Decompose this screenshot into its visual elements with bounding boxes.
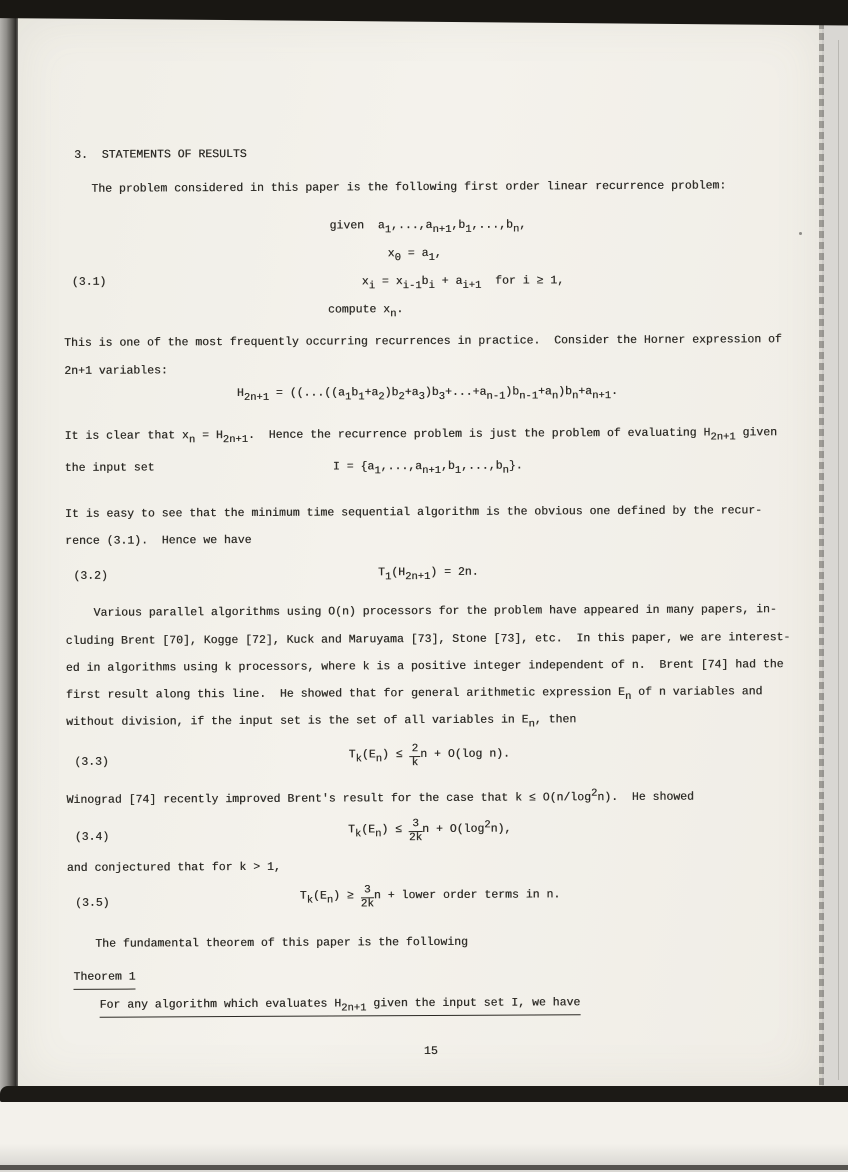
paragraph-line: cluding Brent [70], Kogge [72], Kuck and Maruyama [73], Stone [73], etc. In this paper, we are interest- xyxy=(65,631,791,648)
paragraph-line: rence (3.1). Hence we have xyxy=(65,533,252,548)
paragraph-line: Winograd [74] recently improved Brent's result for the case that $k \le O(n/\log^2n)$. He showed xyxy=(66,787,694,807)
input-set-equation: $I = \{a_1,...,a_{n+1},b_1,...,b_n\}$. xyxy=(332,459,523,478)
page-content xyxy=(62,0,794,1172)
equation-label-3-4: (3.4) xyxy=(74,830,110,844)
scan-outer-line xyxy=(838,40,839,1080)
equation-label-3-3: (3.3) xyxy=(74,755,109,769)
paragraph-line: It is clear that $x_n = H_{2n+1}$. Hence the recurrence problem is just the problem of evaluating $H_{2n+1}$ given xyxy=(64,426,778,447)
paragraph-line: Various parallel algorithms using O(n) processors for the problem have appeared in many papers, in- xyxy=(93,603,777,620)
book-spine-shadow xyxy=(0,0,18,1094)
paragraph-line: ed in algorithms using k processors, where k is a positive integer independent of n. Brent [74] had the xyxy=(65,658,784,675)
equation-3-1-given-line: given $a_1,...,a_{n+1},b_1,...,b_n$, xyxy=(329,218,527,237)
paragraph-line: The problem considered in this paper is the following first order linear recurrence problem: xyxy=(91,179,727,196)
paragraph-line: 2n+1 variables: xyxy=(64,364,168,378)
paragraph-line: This is one of the most frequently occurring recurrences in practice. Consider the Horner expression of xyxy=(64,333,782,350)
equation-3-2: $T_1(H_{2n+1}) = 2n$. xyxy=(378,565,479,584)
equation-3-4: $T_k(E_n)$ ≤ $\frac{3}{2k}$ $n + O(\log^2n)$, xyxy=(347,818,512,845)
equation-3-1-compute-line: compute $x_n$. xyxy=(327,303,404,321)
page-right-edge xyxy=(819,22,824,1086)
paragraph-line: without division, if the input set is the set of all variables in $E_n$, then xyxy=(66,713,577,731)
section-heading: 3. STATEMENTS OF RESULTS xyxy=(74,147,247,162)
equation-3-1-xi-line: $x_i = x_{i-1}b_i + a_{i+1}$ for i ≥ 1, xyxy=(361,274,565,293)
horner-expression: $H_{2n+1} = ((...((a_1b_1+a_2)b_2+a_3)b_3+...+a_{n-1})b_{n-1}+a_n)b_n+a_{n+1}$. xyxy=(236,385,618,404)
paragraph-line: the input set xyxy=(64,461,155,475)
theorem-statement: For any algorithm which evaluates $H_{2n+1}$ given the input set I, we have xyxy=(100,995,581,1018)
paragraph-line: It is easy to see that the minimum time sequential algorithm is the obvious one defined by the recur- xyxy=(64,504,763,521)
equation-3-1-x0-line: $x_0 = a_1$, xyxy=(387,246,442,265)
paragraph-line: and conjectured that for k > 1, xyxy=(66,860,281,875)
scan-speck xyxy=(799,232,802,235)
equation-3-5: $T_k(E_n)$ ≥ $\frac{3}{2k}$ n + lower order terms in n. xyxy=(299,884,561,911)
equation-3-3: $T_k(E_n)$ ≤ $\frac{2}{k}$ n + O(log n). xyxy=(348,743,510,770)
theorem-heading: Theorem 1 xyxy=(73,970,135,990)
equation-label-3-2: (3.2) xyxy=(73,569,108,583)
page-number: 15 xyxy=(423,1044,438,1059)
paragraph-line: The fundamental theorem of this paper is the following xyxy=(95,935,468,951)
equation-label-3-5: (3.5) xyxy=(75,896,110,910)
equation-label-3-1: (3.1) xyxy=(71,275,107,289)
paragraph-line: first result along this line. He showed that for general arithmetic expression $E_n$ of n variables and xyxy=(65,685,763,703)
